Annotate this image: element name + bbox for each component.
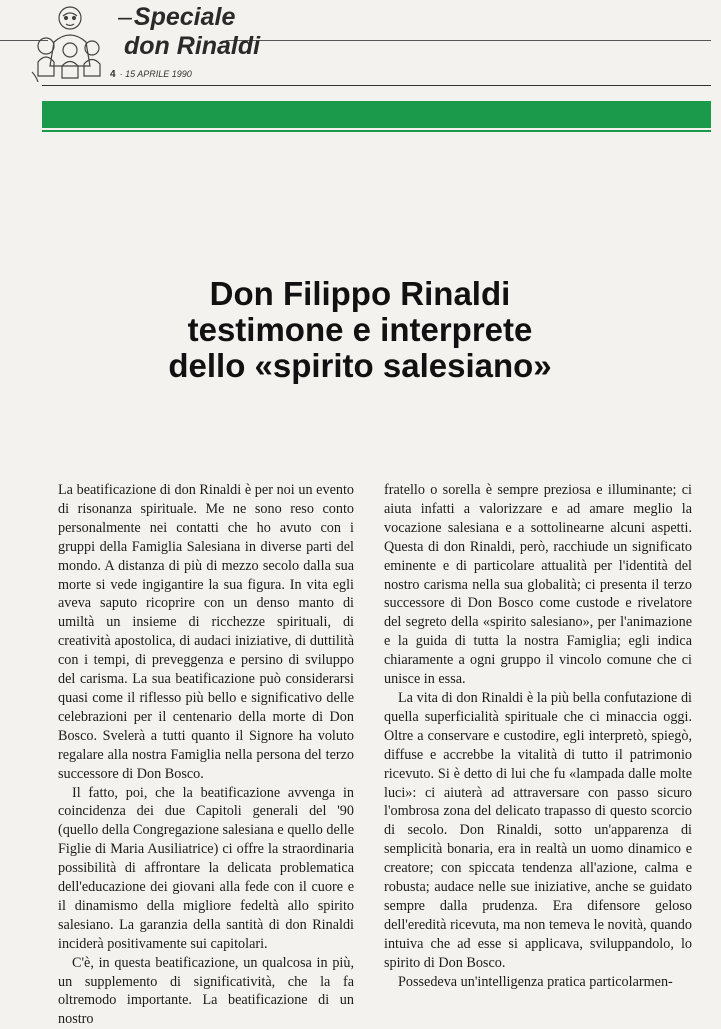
header-divider (42, 85, 711, 86)
article-headline (60, 276, 660, 384)
issue-date: 15 APRILE 1990 (125, 69, 192, 79)
page-number: 4 (110, 69, 116, 80)
paragraph: Il fatto, poi, che la beatificazione avvenga in coincidenza dei due Capitoli generali del '90 (quello della Congregazione salesiana e quello delle Figlie di Maria Ausiliatrice) ci offre la straordinaria possibilità di affrontare la delicata problematica dell'educazione dei giovani alla fede con il cuore e il dinamismo della migliore fedeltà allo spirito salesiano. La garanzia della santità di don Rinaldi inciderà positivamente sui capitolari. (58, 784, 354, 952)
header-meta: 4 · 15 APRILE 1990 (110, 69, 192, 80)
article-column-left (58, 481, 354, 1029)
paragraph: La vita di don Rinaldi è la più bella confutazione di quella superficialità spirituale che ci minaccia oggi. Oltre a conservare e custodire, egli interpretò, spiegò, diffuse e accrebbe la vitalità di tutto il patrimonio ricevuto. Si è detto di lui che fu «lampada dalle molte luci»: ci aiuterà ad attraversare con passo sicuro l'ombrosa zona del delicato trapasso di questo scorcio di secolo. Don Rinaldi, sotto un'apparenza di semplicità bonaria, era in realtà un uomo dinamico e creatore; con spiccata tendenza all'azione, calma e robusta; audace nelle sue iniziative, anche se guidato sempre dalla prudenza. Era difensore geloso dell'eredità ricevuta, ma non temeva le novità, quando intuiva che ad esse si applicava, sviluppandolo, lo spirito di Don Bosco. (384, 689, 692, 971)
headline-line: dello «spirito salesiano» (168, 347, 552, 384)
paragraph: C'è, in questa beatificazione, un qualcosa in più, un supplemento di significatività, che la fa oltremodo importante. La beatificazione di un nostro (58, 954, 354, 1028)
portrait-illustration-icon (30, 2, 108, 82)
article-column-right (384, 481, 692, 991)
header-rule-right (226, 40, 711, 41)
header-title-line1: –Speciale (118, 3, 236, 31)
headline-line: Don Filippo Rinaldi (209, 275, 511, 312)
paragraph: Possedeva un'intelligenza pratica particolarmen- (398, 973, 673, 990)
paragraph: La beatificazione di don Rinaldi è per noi un evento di risonanza spirituale. Me ne sono reso conto personalmente nei contatti che ho avuto con i gruppi della Famiglia Salesiana in diverse parti del mondo. A distanza di più di mezzo secolo dalla sua morte si vede ingigantire la sua figura. In vita egli aveva saputo ricoprire con un denso manto di umiltà un insieme di ricchezze spirituali, di creatività apostolica, di audaci iniziative, di duttilità con i tempi, di preveggenza e persino di sviluppo del carisma. La sua beatificazione può considerarsi quasi come il riflesso più bello e significativo delle celebrazioni per il centenario della morte di Don Bosco. Svelerà a tutti quanto il Signore ha voluto regalare alla nostra Famiglia nella persona del terzo successore di Don Bosco. (58, 482, 354, 782)
green-rule (42, 130, 711, 132)
green-banner (42, 101, 711, 128)
header-title-line2: don Rinaldi (124, 32, 261, 60)
headline-line: testimone e interprete (187, 311, 533, 348)
paragraph: fratello o sorella è sempre preziosa e illuminante; ci aiuta infatti a valorizzare e ad amare meglio la vocazione salesiana e a sottolinearne alcuni aspetti. Questa di don Rinaldi, però, racchiude un significato eminente e di particolare attualità per l'identità del nostro carisma nella sua globalità; ci presenta il terzo successore di Don Bosco come custode e rivelatore del segreto della «spirito salesiano», per l'animazione e la guida di tutta la nostra Famiglia; egli indica chiaramente a ogni gruppo il vincolo comune che ci unisce in essa. (384, 482, 692, 688)
